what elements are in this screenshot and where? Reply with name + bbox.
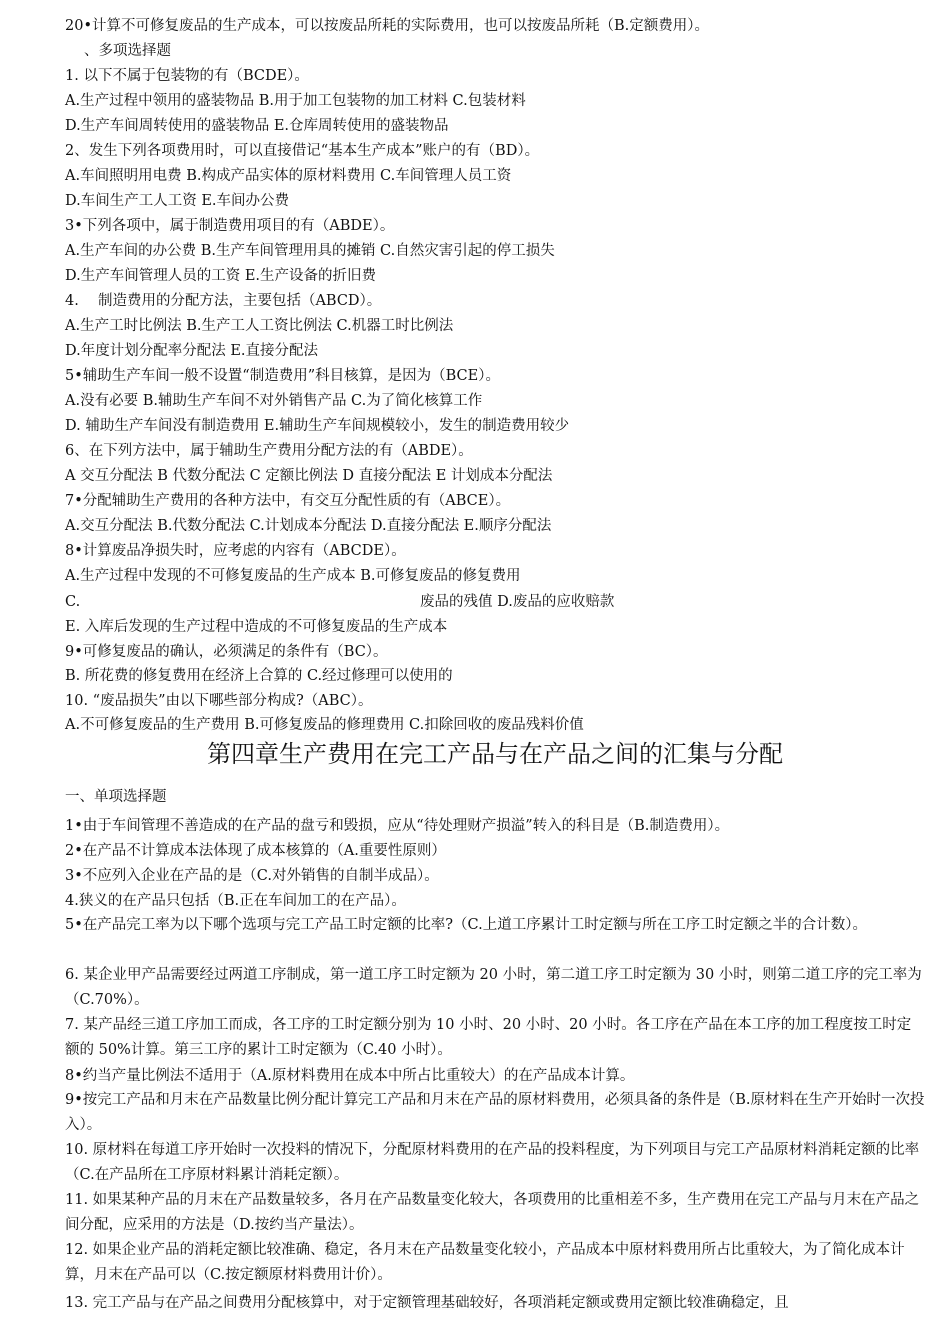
chapter-title: 第四章生产费用在完工产品与在产品之间的汇集与分配 — [207, 740, 783, 768]
question-4: 4. 制造费用的分配方法，主要包括（ABCD）。 — [65, 293, 382, 309]
section-heading-single-choice: 一、单项选择题 — [65, 789, 167, 805]
question-6-options: A 交互分配法 B 代数分配法 C 定额比例法 D 直接分配法 E 计划成本分配法 — [65, 468, 553, 484]
ch4-question-7: 7. 某产品经三道工序加工而成，各工序的工时定额分别为 10 小时、20 小时、20 小时。各工序在产品在本工序的加工程度按工时定额的 50%计算。第三工序的累计工时定额为（C.40 小时）。 — [65, 1017, 912, 1058]
question-3: 3•下列各项中，属于制造费用项目的有（ABDE）。 — [65, 218, 395, 234]
question-10-options: A.不可修复废品的生产费用 B.可修复废品的修理费用 C.扣除回收的废品残料价值 — [65, 717, 584, 733]
question-5-options-b: D. 辅助生产车间没有制造费用 E.辅助生产车间规模较小，发生的制造费用较少 — [65, 418, 570, 434]
question-8-option-e: E. 入库后发现的生产过程中造成的不可修复废品的生产成本 — [65, 619, 448, 635]
ch4-question-10: 10. 原材料在每道工序开始时一次投料的情况下，分配原材料费用的在产品的投料程度，为下列项目与完工产品原材料消耗定额的比率（C.在产品所在工序原材料累计消耗定额）。 — [65, 1142, 920, 1183]
ch4-question-12: 12. 如果企业产品的消耗定额比较准确、稳定，各月末在产品数量变化较小，产品成本中原材料费用所占比重较大，为了简化成本计算，月末在产品可以（C.按定额原材料费用计价）。 — [65, 1242, 905, 1283]
question-8-option-c-label: C. — [65, 594, 81, 610]
ch4-question-9: 9•按完工产品和月末在产品数量比例分配计算完工产品和月末在产品的原材料费用，必须具备的条件是（B.原材料在生产开始时一次投入）。 — [65, 1092, 925, 1133]
question-8-options-a: A.生产过程中发现的不可修复废品的生产成本 B.可修复废品的修复费用 — [65, 568, 521, 584]
question-10: 10. “废品损失”由以下哪些部分构成?（ABC）。 — [65, 693, 373, 709]
ch4-question-3: 3•不应列入企业在产品的是（C.对外销售的自制半成品）。 — [65, 868, 439, 884]
ch4-question-11: 11. 如果某种产品的月末在产品数量较多，各月在产品数量变化较大，各项费用的比重相差不多，生产费用在完工产品与月末在产品之间分配，应采用的方法是（D.按约当产量法）。 — [65, 1192, 920, 1233]
question-2-options-a: A.车间照明用电费 B.构成产品实体的原材料费用 C.车间管理人员工资 — [65, 168, 512, 184]
question-2-options-b: D.车间生产工人工资 E.车间办公费 — [65, 193, 290, 209]
question-5-options-a: A.没有必要 B.辅助生产车间不对外销售产品 C.为了简化核算工作 — [65, 393, 483, 409]
ch4-question-4: 4.狭义的在产品只包括（B.正在车间加工的在产品）。 — [65, 893, 406, 909]
question-3-options-b: D.生产车间管理人员的工资 E.生产设备的折旧费 — [65, 268, 377, 284]
question-7: 7•分配辅助生产费用的各种方法中，有交互分配性质的有（ABCE）。 — [65, 493, 511, 509]
question-4-options-b: D.年度计划分配率分配法 E.直接分配法 — [65, 343, 319, 359]
question-9: 9•可修复废品的确认，必须满足的条件有（BC）。 — [65, 644, 388, 660]
question-8-option-c-text: 废品的残值 D.废品的应收赔款 — [420, 594, 615, 610]
question-4-options-a: A.生产工时比例法 B.生产工人工资比例法 C.机器工时比例法 — [65, 318, 454, 334]
question-2: 2、发生下列各项费用时，可以直接借记“基本生产成本”账户的有（BD）。 — [65, 143, 540, 159]
question-1-options-a: A.生产过程中领用的盛装物品 B.用于加工包装物的加工材料 C.包装材料 — [65, 93, 526, 109]
ch4-question-6: 6. 某企业甲产品需要经过两道工序制成，第一道工序工时定额为 20 小时，第二道工序工时定额为 30 小时，则第二道工序的完工率为（C.70%）。 — [65, 967, 922, 1008]
question-3-options-a: A.生产车间的办公费 B.生产车间管理用具的摊销 C.自然灾害引起的停工损失 — [65, 243, 555, 259]
ch4-question-8: 8•约当产量比例法不适用于（A.原材料费用在成本中所占比重较大）的在产品成本计算。 — [65, 1068, 635, 1084]
question-5: 5•辅助生产车间一般不设置“制造费用”科目核算，是因为（BCE）。 — [65, 368, 500, 384]
ch4-question-1: 1•由于车间管理不善造成的在产品的盘亏和毁损，应从“待处理财产损溢”转入的科目是（B.制造费用）。 — [65, 818, 730, 834]
question-9-options: B. 所花费的修复费用在经济上合算的 C.经过修理可以使用的 — [65, 668, 453, 684]
question-20: 20•计算不可修复废品的生产成本，可以按废品所耗的实际费用，也可以按废品所耗（B.定额费用）。 — [65, 18, 710, 34]
question-1-options-b: D.生产车间周转使用的盛装物品 E.仓库周转使用的盛装物品 — [65, 118, 449, 134]
ch4-question-13: 13. 完工产品与在产品之间费用分配核算中，对于定额管理基础较好，各项消耗定额或费用定额比较准确稳定，且 — [65, 1295, 789, 1311]
question-7-options: A.交互分配法 B.代数分配法 C.计划成本分配法 D.直接分配法 E.顺序分配法 — [65, 518, 552, 534]
ch4-question-2: 2•在产品不计算成本法体现了成本核算的（A.重要性原则） — [65, 843, 446, 859]
section-heading-multiple-choice: 、多项选择题 — [84, 43, 171, 59]
question-8: 8•计算废品净损失时，应考虑的内容有（ABCDE）。 — [65, 543, 406, 559]
question-6: 6、在下列方法中，属于辅助生产费用分配方法的有（ABDE）。 — [65, 443, 473, 459]
question-1: 1. 以下不属于包装物的有（BCDE）。 — [65, 68, 309, 84]
ch4-question-5: 5•在产品完工率为以下哪个选项与完工产品工时定额的比率?（C.上道工序累计工时定额与所在工序工时定额之半的合计数）。 — [65, 917, 867, 933]
